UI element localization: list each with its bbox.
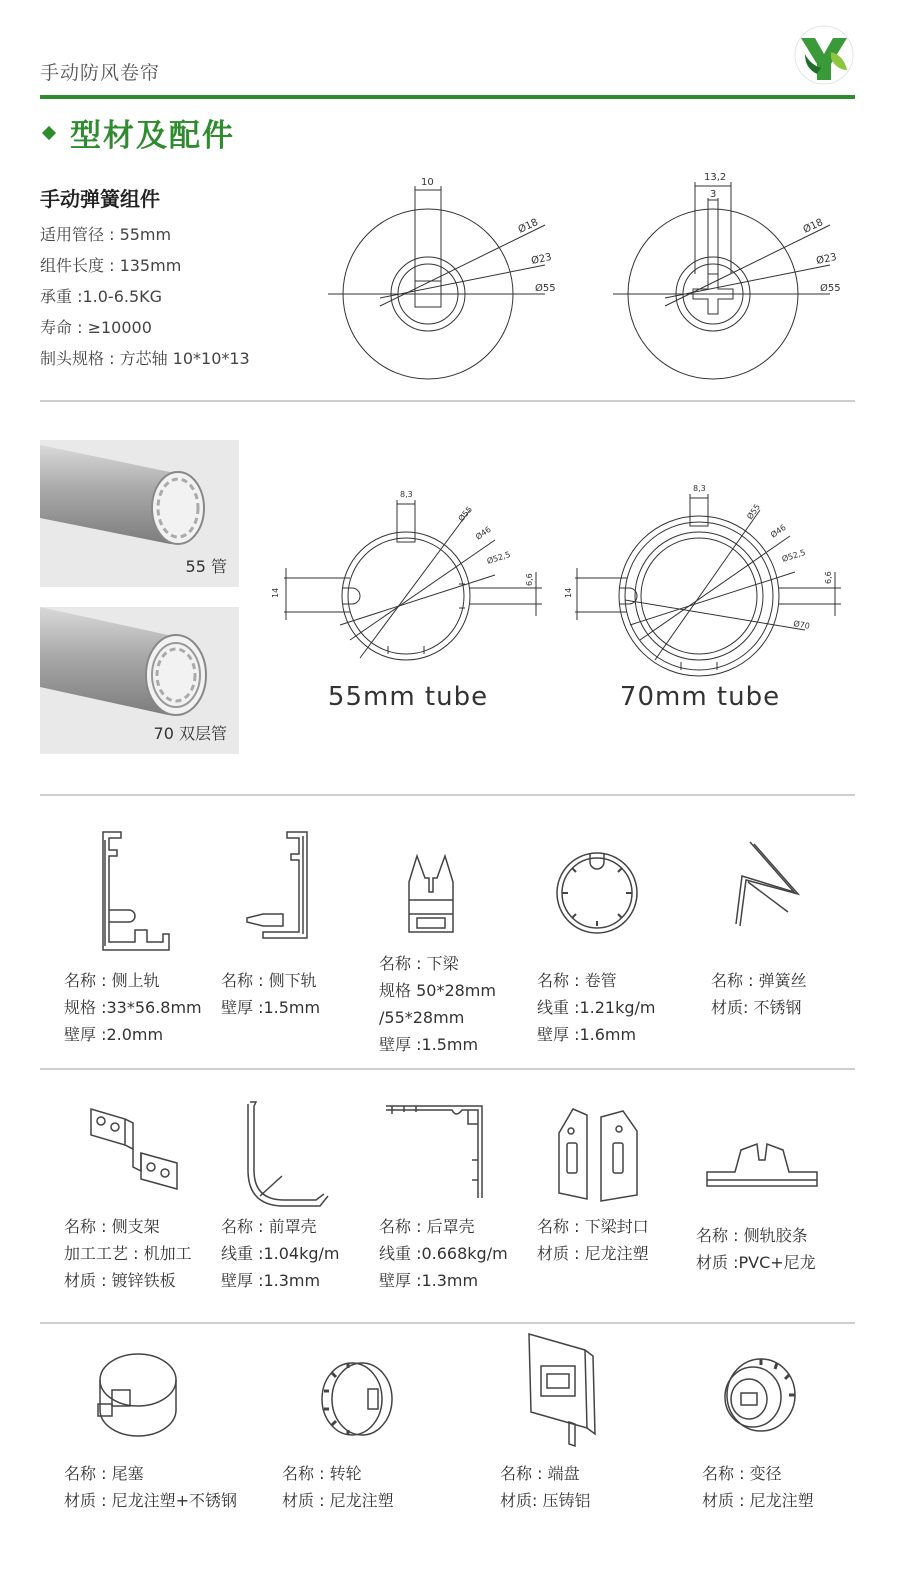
part-name: 名称 : 侧上轨 bbox=[64, 971, 160, 990]
dim-label: 6,6 bbox=[525, 573, 534, 586]
part-name: 名称 : 侧轨胶条 bbox=[696, 1226, 808, 1245]
spec-line: 寿命 : ≥10000 bbox=[40, 318, 152, 337]
dim-label: Ø52,5 bbox=[780, 547, 807, 564]
spring-assembly-title: 手动弹簧组件 bbox=[40, 187, 160, 211]
end-plate-drawing bbox=[525, 1330, 600, 1450]
section-divider bbox=[40, 400, 855, 402]
part-spec: 材质 : 尼龙注塑 bbox=[537, 1244, 649, 1263]
part-info-roller-tube bbox=[537, 967, 656, 1048]
dim-label: Ø46 bbox=[768, 522, 788, 540]
part-info-back-cover bbox=[379, 1213, 508, 1294]
dim-label: Ø23 bbox=[530, 251, 553, 267]
rotating-wheel-drawing bbox=[318, 1355, 398, 1440]
part-info-reducer bbox=[702, 1460, 814, 1514]
section-title: 型材及配件 bbox=[70, 118, 235, 154]
brand-logo-icon bbox=[793, 24, 855, 86]
part-spec: 材质: 压铸铝 bbox=[500, 1491, 591, 1510]
part-spec: 材质 : 镀锌铁板 bbox=[64, 1271, 176, 1290]
part-name: 名称 : 侧支架 bbox=[64, 1217, 160, 1236]
part-name: 名称 : 下梁 bbox=[379, 954, 459, 973]
part-spec: 规格 50*28mm bbox=[379, 981, 496, 1000]
part-spec: 线重 :1.04kg/m bbox=[221, 1244, 340, 1263]
part-info-side-lower-rail bbox=[221, 967, 320, 1021]
part-spec: /55*28mm bbox=[379, 1008, 465, 1027]
part-name: 名称 : 弹簧丝 bbox=[711, 971, 807, 990]
dim-label: 3 bbox=[710, 189, 717, 200]
header-divider bbox=[40, 95, 855, 99]
part-name: 名称 : 前罩壳 bbox=[221, 1217, 317, 1236]
section-divider bbox=[40, 794, 855, 796]
dim-label: 10 bbox=[421, 177, 434, 188]
part-info-beam-end-cap bbox=[537, 1213, 649, 1267]
spring-drawing-square-core bbox=[320, 170, 570, 385]
tube-55-drawing bbox=[270, 480, 560, 670]
dim-label: 14 bbox=[271, 587, 280, 598]
part-spec: 材质 :PVC+尼龙 bbox=[696, 1253, 816, 1272]
part-info-front-cover bbox=[221, 1213, 340, 1294]
spec-line: 组件长度 : 135mm bbox=[40, 256, 182, 275]
part-info-rotating-wheel bbox=[282, 1460, 394, 1514]
part-spec: 壁厚 :1.3mm bbox=[221, 1271, 321, 1290]
part-name: 名称 : 下梁封口 bbox=[537, 1217, 649, 1236]
part-spec: 材质 : 尼龙注塑 bbox=[702, 1491, 814, 1510]
part-name: 名称 : 尾塞 bbox=[64, 1464, 144, 1483]
tube-70-caption: 70mm tube bbox=[619, 682, 781, 712]
part-name: 名称 : 后罩壳 bbox=[379, 1217, 475, 1236]
part-name: 名称 : 变径 bbox=[702, 1464, 782, 1483]
part-name: 名称 : 端盘 bbox=[500, 1464, 580, 1483]
part-spec: 加工工艺 : 机加工 bbox=[64, 1244, 192, 1263]
bottom-beam-drawing bbox=[403, 852, 458, 937]
tube-70-drawing bbox=[565, 480, 865, 670]
dim-label: Ø52,5 bbox=[485, 549, 512, 566]
dim-label: Ø55 bbox=[745, 502, 763, 522]
part-spec: 材质: 不锈钢 bbox=[711, 998, 802, 1017]
tube-70-photo bbox=[40, 607, 239, 754]
part-spec: 壁厚 :1.5mm bbox=[221, 998, 321, 1017]
back-cover-drawing bbox=[382, 1100, 492, 1200]
part-info-spring-wire bbox=[711, 967, 807, 1021]
part-name: 名称 : 侧下轨 bbox=[221, 971, 317, 990]
part-spec: 材质 : 尼龙注塑 bbox=[282, 1491, 394, 1510]
spec-line: 承重 :1.0-6.5KG bbox=[40, 287, 163, 306]
dim-label: Ø23 bbox=[815, 251, 838, 267]
front-cover-drawing bbox=[240, 1100, 330, 1210]
dim-label: 14 bbox=[564, 587, 573, 598]
dim-label: Ø70 bbox=[792, 619, 811, 631]
tube-55-photo bbox=[40, 440, 239, 587]
section-heading bbox=[40, 110, 235, 155]
tube-55-label: 55 管 bbox=[185, 557, 227, 576]
part-info-side-upper-rail bbox=[64, 967, 202, 1048]
side-lower-rail-drawing bbox=[243, 830, 318, 940]
part-spec: 壁厚 :1.5mm bbox=[379, 1035, 479, 1054]
side-bracket-drawing bbox=[85, 1105, 185, 1190]
section-divider bbox=[40, 1322, 855, 1324]
part-info-tail-plug bbox=[64, 1460, 237, 1514]
dim-label: Ø18 bbox=[801, 217, 825, 236]
part-info-rail-gasket bbox=[696, 1222, 816, 1276]
dim-label: 13,2 bbox=[704, 172, 727, 183]
spec-line: 适用管径 : 55mm bbox=[40, 225, 172, 244]
dim-label: 6,6 bbox=[824, 571, 833, 584]
rail-gasket-drawing bbox=[705, 1140, 820, 1190]
spec-line: 制头规格 : 方芯轴 10*10*13 bbox=[40, 349, 250, 368]
part-name: 名称 : 卷管 bbox=[537, 971, 617, 990]
dim-label: 8,3 bbox=[400, 490, 413, 499]
part-spec: 壁厚 :2.0mm bbox=[64, 1025, 164, 1044]
header-title: 手动防风卷帘 bbox=[40, 62, 161, 84]
part-spec: 壁厚 :1.3mm bbox=[379, 1271, 479, 1290]
dim-label: Ø55 bbox=[456, 504, 475, 524]
part-spec: 线重 :0.668kg/m bbox=[379, 1244, 508, 1263]
part-info-side-bracket bbox=[64, 1213, 192, 1294]
reducer-drawing bbox=[715, 1355, 800, 1435]
part-spec: 材质 : 尼龙注塑+不锈钢 bbox=[64, 1491, 237, 1510]
side-upper-rail-drawing bbox=[95, 830, 180, 955]
tube-70-label: 70 双层管 bbox=[153, 724, 227, 743]
part-spec: 壁厚 :1.6mm bbox=[537, 1025, 637, 1044]
tail-plug-drawing bbox=[88, 1350, 188, 1445]
part-spec: 线重 :1.21kg/m bbox=[537, 998, 656, 1017]
spring-drawing-cross-core bbox=[605, 170, 855, 385]
dim-label: Ø55 bbox=[535, 283, 556, 294]
diamond-bullet-icon bbox=[42, 125, 56, 139]
section-divider bbox=[40, 1068, 855, 1070]
part-name: 名称 : 转轮 bbox=[282, 1464, 362, 1483]
beam-end-cap-drawing bbox=[553, 1103, 643, 1203]
dim-label: Ø46 bbox=[473, 524, 493, 542]
dim-label: Ø18 bbox=[516, 217, 540, 236]
dim-label: 8,3 bbox=[693, 484, 706, 493]
tube-55-caption: 55mm tube bbox=[327, 682, 489, 712]
part-spec: 规格 :33*56.8mm bbox=[64, 998, 202, 1017]
spring-wire-drawing bbox=[728, 838, 803, 928]
part-info-end-plate bbox=[500, 1460, 590, 1514]
part-info-bottom-beam bbox=[379, 950, 496, 1058]
roller-tube-drawing bbox=[552, 848, 642, 938]
dim-label: Ø55 bbox=[820, 283, 841, 294]
